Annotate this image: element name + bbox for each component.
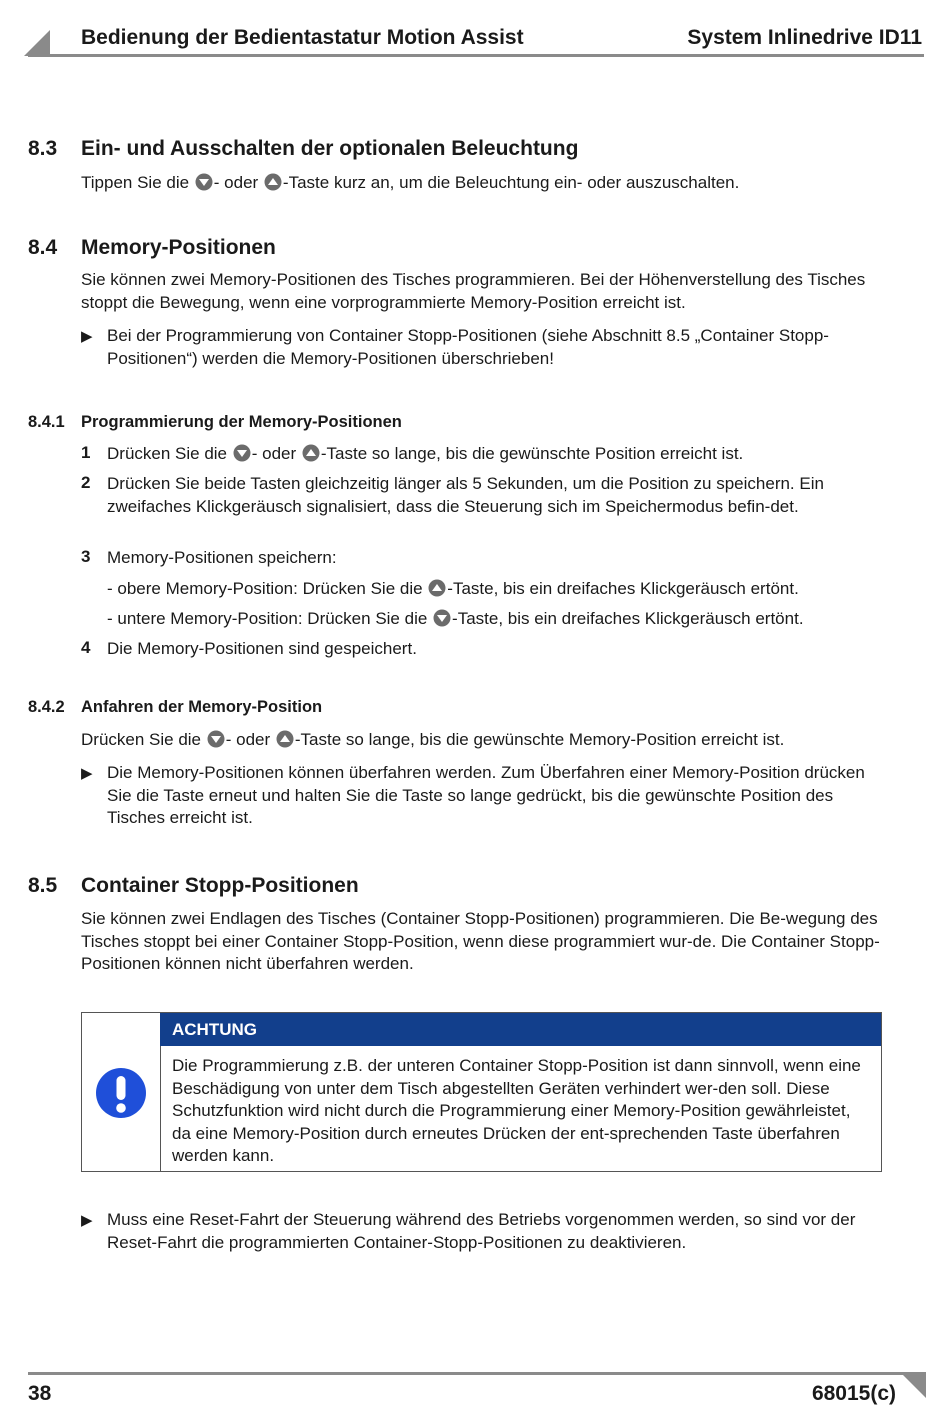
section-title: Memory-Positionen [81, 236, 276, 259]
step-subtext [107, 608, 877, 631]
text: Drücken Sie die [107, 444, 232, 463]
text: - obere Memory-Position: Drücken Sie die [107, 579, 428, 598]
subsection-number: 8.4.2 [28, 698, 65, 716]
exclamation-circle-icon [95, 1067, 147, 1119]
text: -Taste, bis ein dreifaches Klickgeräusch ertönt. [452, 609, 804, 628]
step-text [107, 443, 877, 466]
down-arrow-key-icon [233, 444, 251, 462]
text: -Taste so lange, bis die gewünschte Memory-Position erreicht ist. [294, 730, 785, 749]
subsection-title: Anfahren der Memory-Position [81, 698, 323, 716]
step-number: 1 [81, 443, 91, 462]
bullet-text: Bei der Programmierung von Container Stopp-Positionen (siehe Abschnitt 8.5 „Container Stopp-Positionen“) werden die Memory-Positionen überschrieben! [107, 326, 829, 368]
section-title: Container Stopp-Positionen [81, 874, 359, 897]
header-rule [28, 54, 924, 57]
text: - oder [251, 444, 301, 463]
down-arrow-key-icon [207, 730, 225, 748]
section-number: 8.4 [28, 236, 58, 259]
bullet-text: Die Memory-Positionen können überfahren werden. Zum Überfahren einer Memory-Position drücken Sie die Taste erneut und halten Sie die Taste so lange gedrückt, bis die gewünschte Position des Tisches erreicht ist. [107, 763, 865, 827]
triangle-bullet-icon: ▶ [81, 765, 93, 782]
subsection-number: 8.4.1 [28, 413, 65, 431]
section-title: Ein- und Ausschalten der optionalen Beleuchtung [81, 137, 579, 160]
up-arrow-key-icon [264, 173, 282, 191]
paragraph [81, 729, 881, 752]
step-text: Die Memory-Positionen sind gespeichert. [107, 639, 417, 658]
header-left-title: Bedienung der Bedientastatur Motion Assist [81, 26, 524, 49]
footer-rule [28, 1372, 924, 1375]
text: -Taste kurz an, um die Beleuchtung ein- oder auszuschalten. [282, 173, 740, 192]
footer-corner-mark [900, 1372, 926, 1398]
step-number: 3 [81, 547, 91, 566]
down-arrow-key-icon [195, 173, 213, 191]
subsection-title: Programmierung der Memory-Positionen [81, 413, 402, 431]
paragraph: Sie können zwei Endlagen des Tisches (Container Stopp-Positionen) programmieren. Die Be-wegung des Tisches stoppt bei einer Container Stopp-Position, wenn diese programmiert wur-de. Die Container Stopp-Positionen können nicht überfahren werden. [81, 909, 880, 973]
header-right-title: System Inlinedrive ID11 [687, 26, 922, 49]
notice-label: ACHTUNG [160, 1013, 881, 1046]
text: -Taste, bis ein dreifaches Klickgeräusch ertönt. [447, 579, 799, 598]
text: Drücken Sie die [81, 730, 206, 749]
text: - oder [225, 730, 275, 749]
section-number: 8.5 [28, 874, 58, 897]
text: - untere Memory-Position: Drücken Sie die [107, 609, 433, 628]
paragraph [81, 172, 881, 195]
step-text: Drücken Sie beide Tasten gleichzeitig länger als 5 Sekunden, um die Position zu speichern. Ein zweifaches Klickgeräusch signalisiert, dass die Steuerung sich im Speichermodus befin-det. [107, 474, 824, 516]
step-subtext [107, 578, 877, 601]
step-number: 4 [81, 638, 91, 657]
text: - oder [213, 173, 263, 192]
up-arrow-key-icon [276, 730, 294, 748]
bullet-text: Muss eine Reset-Fahrt der Steuerung während des Betriebs vorgenommen werden, so sind vor der Reset-Fahrt die programmierten Container-Stopp-Positionen zu deaktivieren. [107, 1210, 856, 1252]
step-number: 2 [81, 473, 91, 492]
triangle-bullet-icon: ▶ [81, 1212, 93, 1229]
up-arrow-key-icon [428, 579, 446, 597]
paragraph: Sie können zwei Memory-Positionen des Tisches programmieren. Bei der Höhenverstellung des Tisches stoppt die Bewegung, wenn eine vorprogrammierte Memory-Position erreicht ist. [81, 270, 866, 312]
step-text: Memory-Positionen speichern: [107, 548, 337, 567]
text: -Taste so lange, bis die gewünschte Position erreicht ist. [320, 444, 744, 463]
notice-text: Die Programmierung z.B. der unteren Container Stopp-Position ist dann sinnvoll, wenn eine Beschädigung von unter dem Tisch abgestellten Geräten verhindert wer-den soll. Diese Schutzfunktion wird nicht durch die Programmierung einer Memory-Position gewährleistet, da eine Memory-Position durch erneutes Drücken der ent-sprechenden Taste überfahren werden kann. [172, 1056, 861, 1165]
header-corner-mark [24, 30, 50, 56]
down-arrow-key-icon [433, 609, 451, 627]
page-number: 38 [28, 1382, 52, 1405]
up-arrow-key-icon [302, 444, 320, 462]
text: Tippen Sie die [81, 173, 194, 192]
notice-box [81, 1012, 882, 1172]
document-code: 68015(c) [811, 1382, 896, 1405]
section-number: 8.3 [28, 137, 58, 160]
triangle-bullet-icon: ▶ [81, 328, 93, 345]
